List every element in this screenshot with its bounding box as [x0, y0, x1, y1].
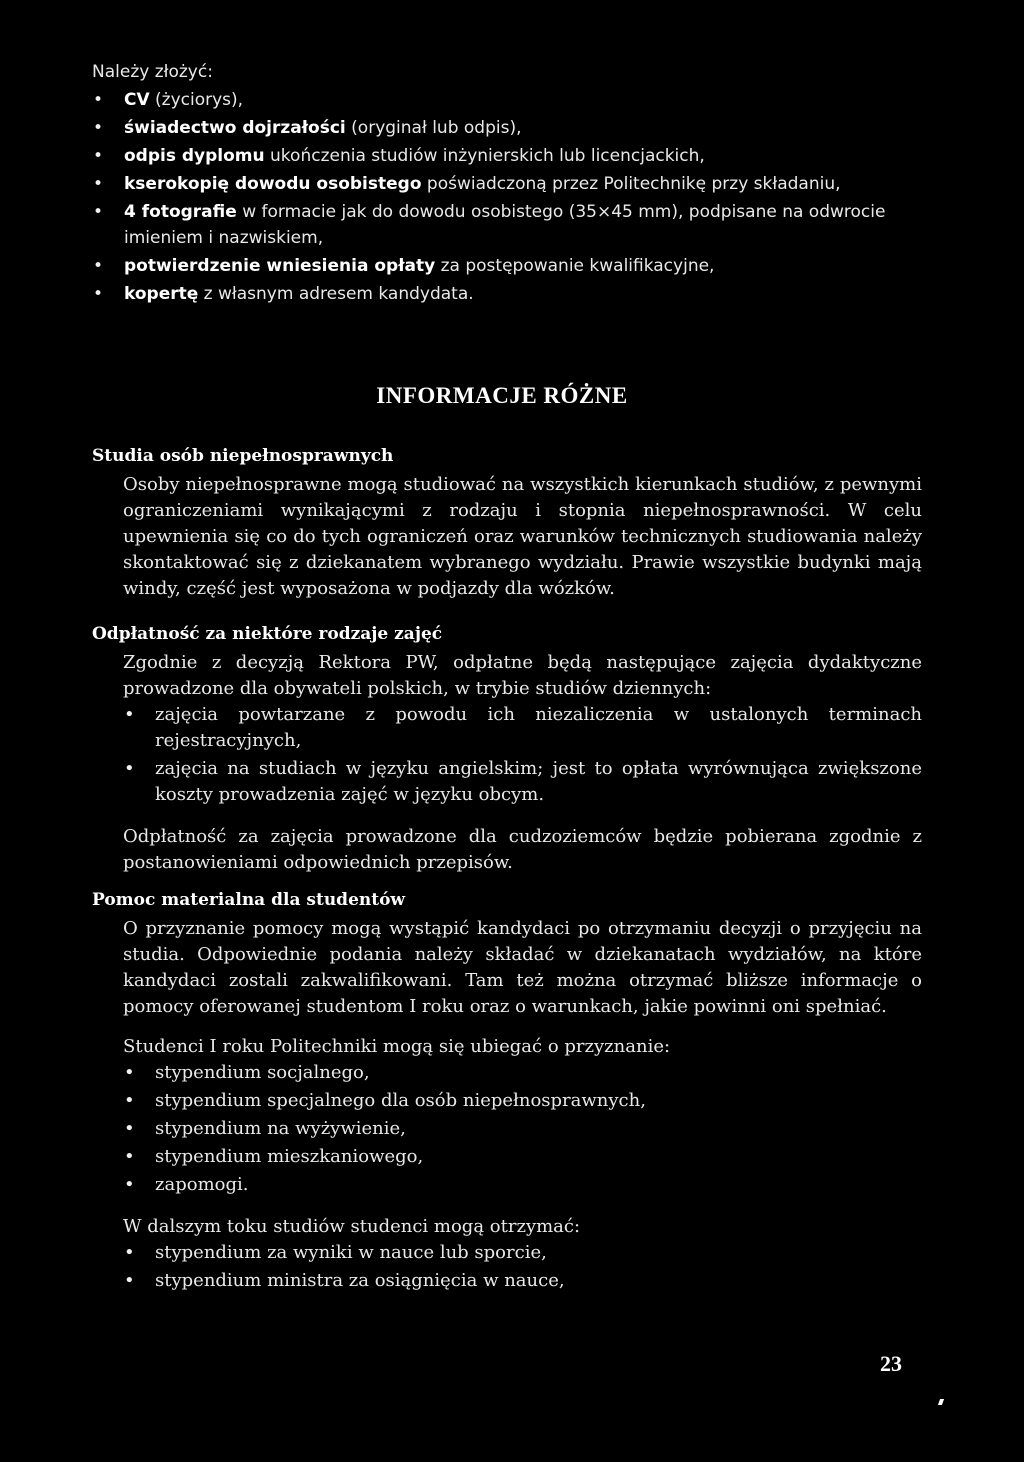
list-item: • stypendium specjalnego dla osób niepełnosprawnych, — [123, 1088, 922, 1114]
required-documents-block — [92, 59, 922, 309]
financial-aid-section — [92, 888, 922, 1296]
list-item: • zapomogi. — [123, 1172, 922, 1198]
list-item: • odpis dyplomu ukończenia studiów inżynierskich lub licencjackich, — [92, 143, 922, 169]
page-number: 23 — [880, 1351, 902, 1376]
list-item: • stypendium socjalnego, — [123, 1060, 922, 1086]
later-years-intro: W dalszym toku studiów studenci mogą otrzymać: — [123, 1216, 581, 1237]
required-documents-label: Należy złożyć: — [92, 62, 213, 82]
later-years-list — [123, 1240, 922, 1294]
list-item: • stypendium za wyniki w nauce lub sporcie, — [123, 1240, 922, 1266]
list-item: • potwierdzenie wniesienia opłaty za postępowanie kwalifikacyjne, — [92, 253, 922, 279]
fees-intro: Zgodnie z decyzją Rektora PW, odpłatne będą następujące zajęcia dydaktyczne prowadzone dla obywateli polskich, w trybie studiów dziennych: — [123, 652, 922, 699]
fees-list — [123, 702, 922, 808]
section-heading: INFORMACJE RÓŻNE — [376, 383, 628, 408]
financial-aid-title: Pomoc materialna dla studentów — [92, 890, 406, 910]
list-item: • zajęcia powtarzane z powodu ich niezaliczenia w ustalonych terminach rejestracyjnych, — [123, 702, 922, 754]
disabled-students-title: Studia osób niepełnosprawnych — [92, 446, 394, 466]
fees-title: Odpłatność za niektóre rodzaje zajęć — [92, 624, 443, 644]
list-item: • stypendium na wyżywienie, — [123, 1116, 922, 1142]
list-item: • świadectwo dojrzałości (oryginał lub odpis), — [92, 115, 922, 141]
fees-section — [92, 622, 922, 876]
financial-aid-text: O przyznanie pomocy mogą wystąpić kandydaci po otrzymaniu decyzji o przyjęciu na studia. Odpowiednie podania należy składać w dziekanatach wydziałów, na które kandydaci zostali zakwalifikowani. Tam też można otrzymać bliższe informacje o pomocy oferowanej studentom I roku oraz o warunkach, jakie powinni oni spełniać. — [123, 918, 922, 1017]
list-item: • stypendium mieszkaniowego, — [123, 1144, 922, 1170]
disabled-students-section — [92, 444, 922, 602]
list-item: • zajęcia na studiach w języku angielskim; jest to opłata wyrównująca zwiększone koszty prowadzenia zajęć w języku obcym. — [123, 756, 922, 808]
scan-speck — [938, 1399, 944, 1405]
list-item: • kserokopię dowodu osobistego poświadczoną przez Politechnikę przy składaniu, — [92, 171, 922, 197]
first-year-intro: Studenci I roku Politechniki mogą się ubiegać o przyznanie: — [123, 1036, 671, 1057]
list-item: • stypendium ministra za osiągnięcia w nauce, — [123, 1268, 922, 1294]
list-item: • 4 fotografie w formacie jak do dowodu osobistego (35×45 mm), podpisane na odwrocie imieniem i nazwiskiem, — [92, 199, 922, 251]
disabled-students-text: Osoby niepełnosprawne mogą studiować na wszystkich kierunkach studiów, z pewnymi ograniczeniami wynikającymi z rodzaju i stopnia niepełnosprawności. W celu upewnienia się co do tych ograniczeń oraz warunków technicznych studiowania należy skontaktować się z dziekanatem wybranego wydziału. Prawie wszystkie budynki mają windy, część jest wyposażona w podjazdy dla wózków. — [123, 474, 922, 599]
first-year-list — [123, 1060, 922, 1198]
list-item: • CV (życiorys), — [92, 87, 922, 113]
required-documents-list — [92, 87, 922, 307]
list-item: • kopertę z własnym adresem kandydata. — [92, 281, 922, 307]
fees-outro: Odpłatność za zajęcia prowadzone dla cudzoziemców będzie pobierana zgodnie z postanowieniami odpowiednich przepisów. — [123, 826, 922, 873]
